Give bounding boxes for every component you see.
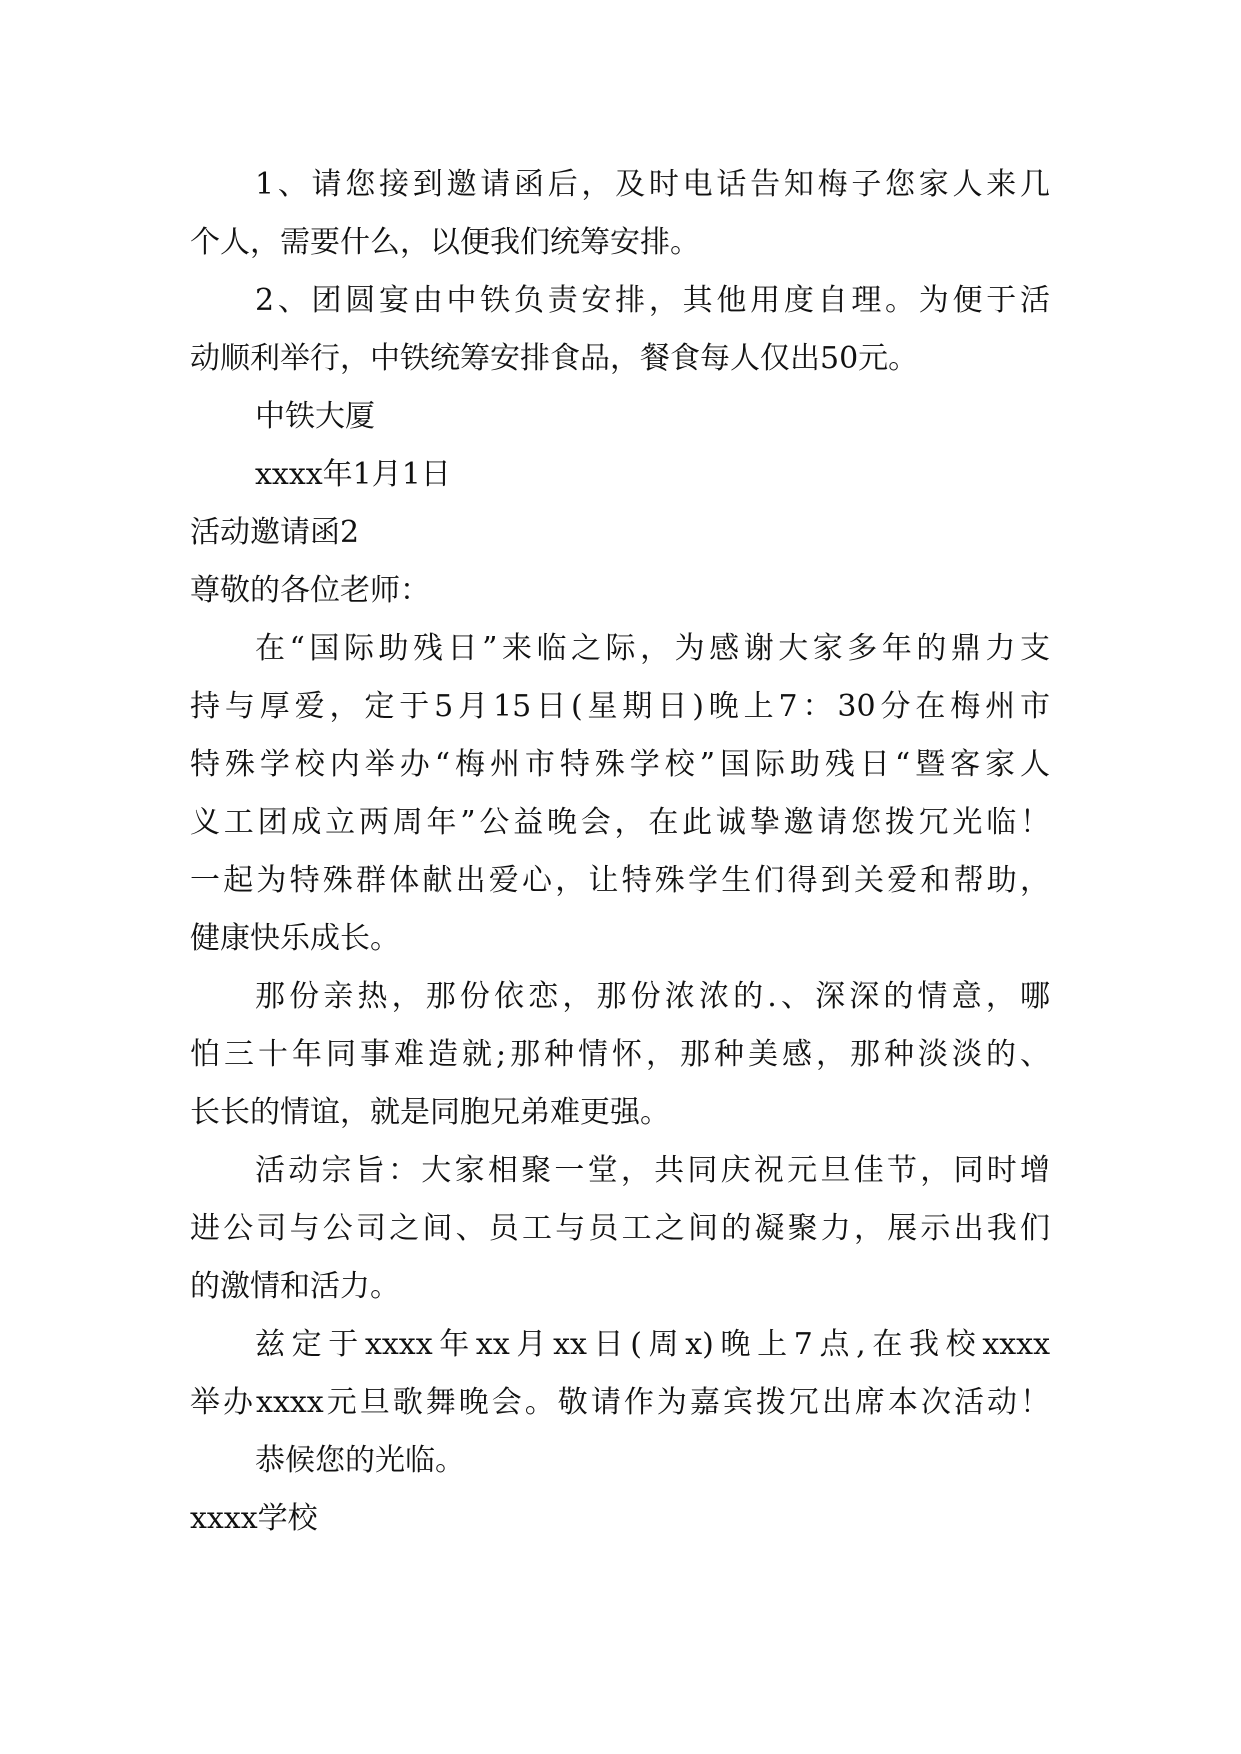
section-title: 活动邀请函2	[190, 515, 360, 550]
paragraph-invitation	[190, 620, 1050, 968]
paragraph-line: 2、团圆宴由中铁负责安排，其他用度自理。为便于活	[255, 283, 1050, 318]
paragraph-line: 怕三十年同事难造就;那种情怀，那种美感，那种淡淡的、	[190, 1037, 1050, 1072]
signature-name: xxxx学校	[190, 1501, 318, 1536]
paragraph-line: 的激情和活力。	[190, 1269, 400, 1304]
paragraph-event-details	[190, 1316, 1050, 1432]
paragraph-line: 个人，需要什么，以便我们统筹安排。	[190, 225, 700, 260]
closing-remark	[190, 1432, 1050, 1490]
paragraph-line: 1、请您接到邀请函后，及时电话告知梅子您家人来几	[255, 167, 1050, 202]
signature-date	[190, 446, 1050, 504]
paragraph-line: 进公司与公司之间、员工与员工之间的凝聚力，展示出我们	[190, 1211, 1050, 1246]
paragraph-line: 举办xxxx元旦歌舞晚会。敬请作为嘉宾拨冗出席本次活动！	[190, 1385, 1050, 1420]
paragraph-line: 一起为特殊群体献出爱心，让特殊学生们得到关爱和帮助，	[190, 863, 1050, 898]
signature-name: 中铁大厦	[255, 399, 375, 434]
paragraph-line: 兹定于xxxx年xx月xx日(周x)晚上7点,在我校xxxx	[255, 1327, 1050, 1362]
paragraph-line: 动顺利举行，中铁统筹安排食品，餐食每人仅出50元。	[190, 341, 919, 376]
document-body	[190, 156, 1050, 1548]
paragraph-line: 持与厚爱，定于5月15日(星期日)晚上7：30分在梅州市	[190, 689, 1050, 724]
paragraph-line: 健康快乐成长。	[190, 921, 400, 956]
paragraph-sentiment	[190, 968, 1050, 1142]
paragraph-line: 活动宗旨：大家相聚一堂，共同庆祝元旦佳节，同时增	[255, 1153, 1050, 1188]
paragraph-line: 长长的情谊，就是同胞兄弟难更强。	[190, 1095, 670, 1130]
paragraph-reply-notice	[190, 156, 1050, 272]
salutation-line: 尊敬的各位老师：	[190, 573, 430, 608]
paragraph-purpose	[190, 1142, 1050, 1316]
salutation	[190, 562, 1050, 620]
paragraph-line: 特殊学校内举办“梅州市特殊学校”国际助残日“暨客家人	[190, 747, 1050, 782]
date-line: xxxx年1月1日	[255, 457, 451, 492]
paragraph-line: 义工团成立两周年”公益晚会，在此诚挚邀请您拨冗光临！	[190, 805, 1050, 840]
paragraph-line: 那份亲热，那份依恋，那份浓浓的.、深深的情意，哪	[255, 979, 1050, 1014]
signature-organization	[190, 388, 1050, 446]
closing-line: 恭候您的光临。	[255, 1443, 465, 1478]
paragraph-line: 在“国际助残日”来临之际，为感谢大家多年的鼎力支	[255, 631, 1050, 666]
section-heading	[190, 504, 1050, 562]
signature-school	[190, 1490, 1050, 1548]
paragraph-banquet-notice	[190, 272, 1050, 388]
